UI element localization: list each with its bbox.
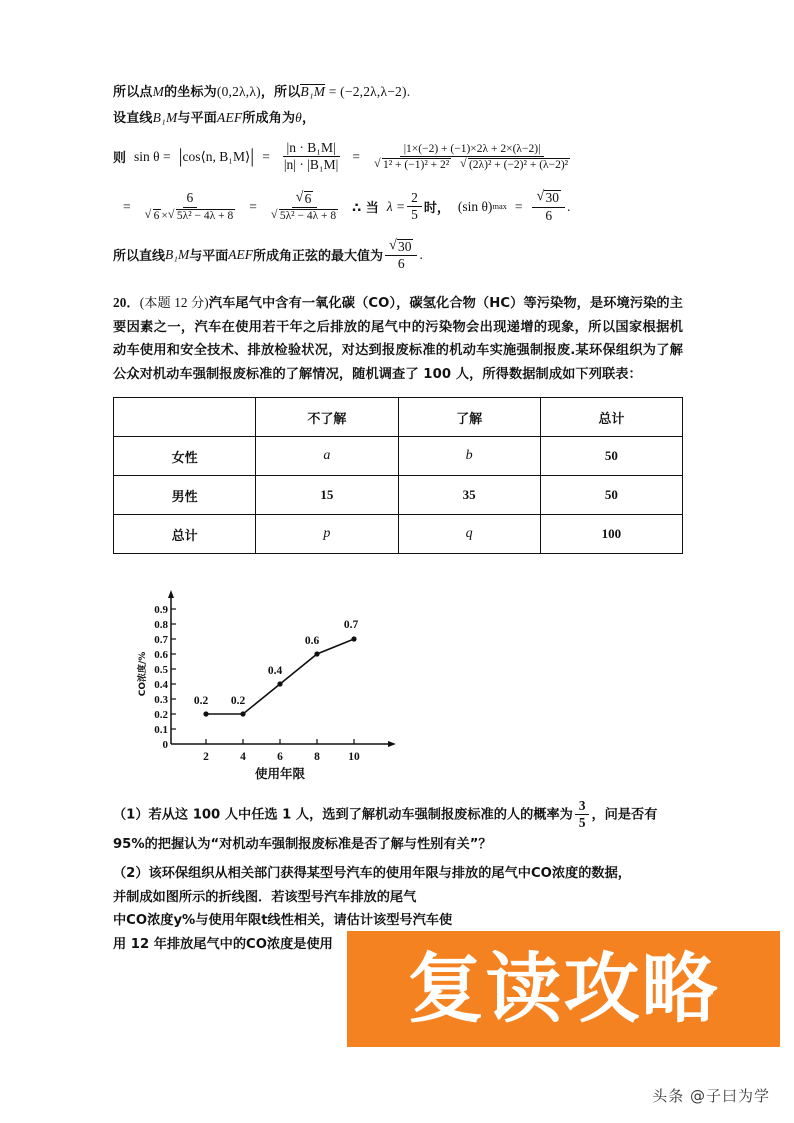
question-1-line-1: [113, 799, 683, 830]
formula-fraction-4-denominator: [267, 208, 342, 222]
table-row: [114, 476, 683, 515]
question-1-prob-denominator: 5: [578, 814, 586, 830]
question-1-probability-fraction: [575, 799, 590, 830]
formula-sin-label: sin θ =: [134, 148, 171, 164]
question-2-line-1: （2）该环保组织从相关部门获得某型号汽车的使用年限与排放的尾气中CO浓度的数据，: [113, 866, 631, 882]
sqrt-h: √ 30: [389, 239, 414, 254]
formula-fraction-3: [141, 191, 240, 221]
solution-line-1-prefix: 所以点: [113, 85, 153, 100]
when-label: 时，: [423, 201, 450, 217]
chart-point-labels: [194, 619, 359, 707]
table-header-row: [114, 398, 683, 437]
lambda-value-numerator: 2: [407, 191, 422, 207]
abs-bar-left: |: [178, 145, 183, 167]
sqrt-c: √ 6: [145, 209, 162, 222]
question-1-prob-numerator: 3: [575, 799, 590, 815]
solution-line-1-var: M: [152, 84, 165, 99]
lambda-eq: λ =: [386, 198, 406, 214]
table-row-label-male: 男性: [114, 476, 256, 515]
question-1-text-b: ，问是否有: [591, 807, 658, 823]
chart-y-tick-5: 0.6: [154, 649, 168, 662]
conclusion-period: .: [419, 246, 423, 262]
solution-conclusion: [113, 239, 683, 271]
table-cell-total-understand: q: [398, 515, 540, 554]
conclusion-b: 与平面: [189, 249, 229, 265]
co-concentration-line-chart: [123, 586, 423, 781]
chart-point-3: [314, 651, 319, 656]
solution-line-2-comma: ，: [302, 111, 316, 126]
chart-y-axis-label: CO浓度/%: [138, 651, 148, 697]
solution-line-1-vector: B₁M: [300, 84, 326, 99]
formula-fraction-1: [280, 141, 343, 172]
solution-line-1: [113, 84, 683, 99]
solution-formula-row: 则 sin θ = | cos⟨n, B₁M⟩ | = $\frac{\text{|n · B₁M|}}{\text{|n| · |B₁M|}}$ = |1×(−2) + (−1)×2λ + 2×(λ−2)| √ 1² + (−1)² + 2² √ (2λ)² + (−2)² + (λ−2)²: [113, 141, 683, 172]
solution-line-1-so: ，所以: [260, 85, 301, 100]
table-header-not-understand: 不了解: [256, 398, 398, 437]
solution-line-2-a: 设直线: [113, 111, 153, 126]
solution-line-2-vector: B₁M: [152, 110, 178, 125]
solution-line-2: [113, 111, 683, 125]
formula-fraction-2-denominator: [370, 157, 574, 171]
sqrt-e: √ 6: [296, 191, 314, 206]
solution-line-2-theta: θ: [295, 110, 303, 125]
chart-point-label-3: 0.6: [304, 635, 320, 648]
solution-line-2-b: 与平面: [177, 111, 218, 126]
lambda-value-fraction: [407, 191, 422, 222]
contingency-table: [113, 397, 683, 554]
chart-y-tick-6: 0.7: [154, 634, 168, 647]
problem-20-body: 汽车尾气中含有一氧化碳（CO），碳氢化合物（HC）等污染物，是环境污染的主要因素之一，汽车在使用若干年之后排放的尾气中的污染物会出现递增的现象，所以国家根据机动车使用和安全技术、排放检验状况，对达到报废标准的机动车实施强制报废.某环保组织为了解公众对机动车强制报废标准的了解情况，随机调查了 100 人，所得数据制成如下列联表：: [113, 296, 684, 382]
sqrt-g: √ 30: [536, 190, 561, 205]
solution-formula-row-2: = 6 √ 6 × √ 5λ² − 4λ + 8 = √ 6 √ 5λ² − 4λ + 8 ∴ 当 λ = $\frac{2}{5}$ 时， (sin θ) max = √ $\frac{30}{6}$ .: [113, 190, 683, 222]
formula-fraction-2: [370, 143, 574, 171]
sinmax-label: (sin θ): [457, 198, 493, 214]
question-1: [113, 799, 683, 860]
question-1-text-c: 95%的把握认为“对机动车强制报废标准是否了解与性别有关”？: [113, 837, 492, 853]
chart-x-axis-label: 使用年限: [254, 766, 306, 782]
formula-fraction-3-denominator: √ 6 × √ 5λ² − 4λ + 8: [141, 208, 240, 222]
formula-fraction-4: [267, 191, 342, 222]
table-corner-cell: [114, 398, 256, 437]
problem-20-number: 20．: [113, 295, 140, 311]
table-cell-female-understand: b: [398, 437, 540, 476]
chart-x-axis-arrow: [388, 741, 396, 747]
sqrt-d: √ 5λ² − 4λ + 8: [168, 209, 235, 222]
solution-line-2-c: 所成角为: [242, 111, 296, 126]
document-content: [113, 84, 683, 956]
question-1-text-a: （1）若从这 100 人中任选 1 人，选到了解机动车强制报废标准的人的概率为: [113, 807, 573, 823]
problem-20-marks: (本题 12 分): [139, 295, 209, 311]
conclusion-c: 所成角正弦的最大值为: [252, 249, 383, 265]
chart-x-tick-labels: [203, 751, 360, 763]
sqrt-f: √ 5λ² − 4λ + 8: [271, 209, 338, 222]
chart-point-2: [277, 681, 282, 686]
chart-x-tick-1: 4: [240, 751, 246, 764]
question-1-line-2: [113, 830, 683, 860]
chart-y-tick-2: 0.3: [154, 694, 168, 707]
table-row: [114, 515, 683, 554]
chart-x-tick-3: 8: [314, 751, 320, 764]
conclusion-numerator: [385, 239, 418, 256]
solution-line-1-equation: = (−2,2λ,λ−2): [328, 84, 407, 99]
chart-y-tick-1: 0.2: [154, 709, 168, 722]
solution-line-1-coord: (0,2λ,λ): [216, 84, 261, 99]
table-cell-female-not-understand: a: [256, 437, 398, 476]
table-cell-female-total: 50: [540, 437, 682, 476]
chart-x-tick-2: 6: [277, 751, 283, 764]
chart-y-tick-labels: [154, 604, 168, 751]
solution-line-1-mid: 的坐标为: [164, 85, 217, 100]
result-denominator: 6: [545, 207, 553, 223]
result-fraction: [532, 190, 565, 222]
formula-eq-sign: =: [123, 198, 131, 214]
question-2-line-3: 中CO浓度y%与使用年限t线性相关，请估计该型号汽车使: [113, 913, 453, 929]
chart-y-tick-4: 0.5: [154, 664, 168, 677]
table-row-label-total: 总计: [114, 515, 256, 554]
chart-svg: [123, 586, 423, 781]
solution-line-1-period: .: [406, 84, 411, 99]
conclusion-vector: B₁M: [165, 246, 190, 262]
solution-line-2-plane: AEF: [217, 110, 243, 125]
formula-cos-expr: cos⟨n, B₁M⟩: [182, 148, 251, 164]
sqrt-a: √ 1² + (−1)² + 2²: [374, 158, 451, 171]
lambda-value-denominator: 5: [411, 207, 418, 223]
table-cell-total-not-understand: p: [256, 515, 398, 554]
formula-lead: 则: [113, 151, 127, 167]
table-cell-male-total: 50: [540, 476, 682, 515]
conclusion-plane: AEF: [228, 246, 253, 262]
formula-fraction-4-numerator: [292, 191, 318, 208]
table-row-label-female: 女性: [114, 437, 256, 476]
watermark-banner: [347, 931, 780, 1047]
chart-point-label-0: 0.2: [193, 695, 209, 708]
problem-20-paragraph: [113, 291, 683, 386]
formula-fraction-3-numerator: 6: [183, 191, 198, 207]
result-eq-sign: =: [514, 198, 523, 214]
table-cell-male-not-understand: 15: [256, 476, 398, 515]
formula-fraction-1-denominator: |n| · |B₁M|: [283, 157, 339, 173]
table-header-total: 总计: [540, 398, 682, 437]
chart-point-4: [351, 636, 356, 641]
chart-y-origin-label: 0: [162, 739, 168, 752]
chart-point-label-4: 0.7: [343, 619, 359, 632]
therefore-label: ∴ 当: [352, 201, 379, 217]
chart-x-tick-4: 10: [348, 751, 360, 764]
chart-x-tick-0: 2: [203, 751, 209, 764]
source-credit: 头条 @子曰为学: [652, 1087, 770, 1105]
result-period: .: [566, 198, 571, 214]
chart-point-1: [240, 711, 245, 716]
conclusion-a: 所以直线: [113, 249, 166, 265]
question-2-line-4: 用 12 年排放尾气中的CO浓度是使用: [113, 936, 333, 952]
chart-point-0: [203, 711, 208, 716]
chart-y-tick-0: 0.1: [154, 724, 168, 737]
chart-y-tick-7: 0.8: [154, 619, 168, 632]
chart-y-axis-arrow: [168, 590, 174, 598]
table-cell-grand-total: 100: [540, 515, 682, 554]
chart-y-tick-3: 0.4: [154, 679, 168, 692]
chart-y-tick-8: 0.9: [154, 604, 168, 617]
sinmax-subscript: max: [492, 202, 507, 212]
table-cell-male-understand: 35: [398, 476, 540, 515]
table-header-understand: 了解: [398, 398, 540, 437]
conclusion-fraction: [385, 239, 418, 271]
formula-fraction-1-numerator: |n · B₁M|: [283, 141, 340, 157]
result-numerator: [532, 190, 565, 207]
question-2-line-2: 并制成如图所示的折线图．若该型号汽车排放的尾气: [113, 889, 417, 905]
chart-point-label-2: 0.4: [267, 665, 283, 678]
watermark-text: 复读攻略: [407, 944, 720, 1033]
abs-bar-right: |: [250, 145, 255, 167]
table-row: [114, 437, 683, 476]
sqrt-b: √ (2λ)² + (−2)² + (λ−2)²: [460, 158, 570, 171]
chart-point-label-1: 0.2: [230, 695, 246, 708]
conclusion-denominator: 6: [397, 255, 405, 271]
formula-fraction-2-numerator: |1×(−2) + (−1)×2λ + 2×(λ−2)|: [400, 143, 545, 157]
